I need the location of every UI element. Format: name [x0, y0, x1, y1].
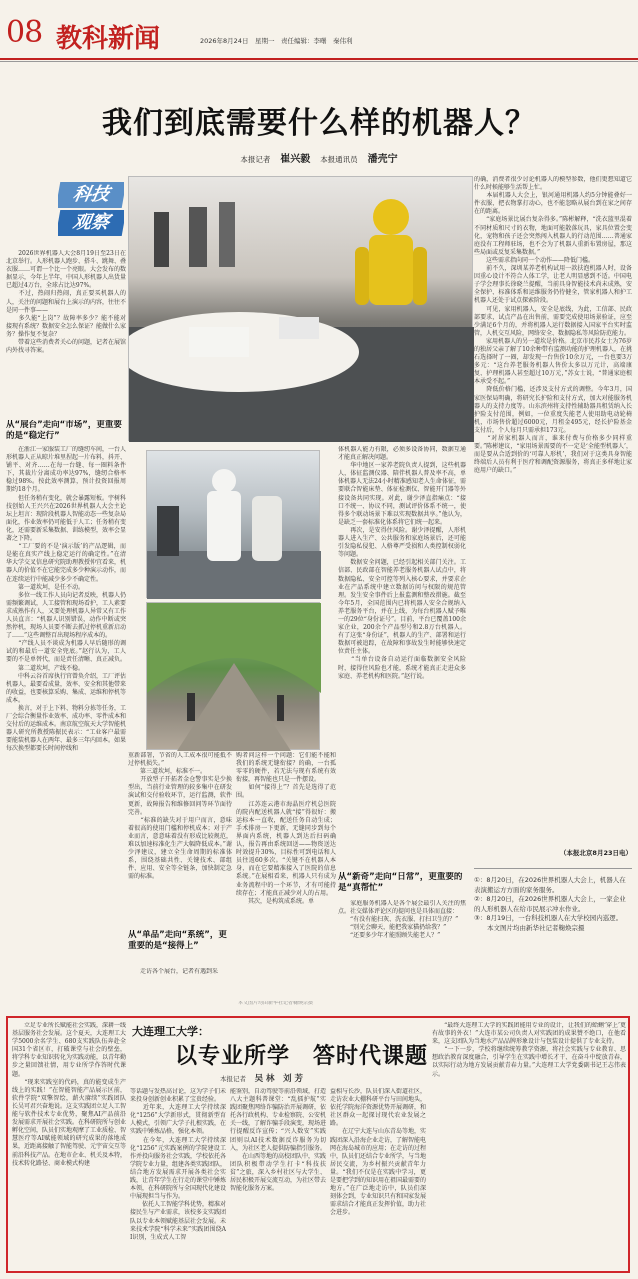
col2-body: 重新部署，节省的人工成本很可能抵不过停机损失。” 第三道坎坷，标准不一。 开放型子开拓者金仓警事实是少换型出，当前行业管理的较多集中在研发演试和交付验收环节，运行监测，软件更新，故障报告和维修回问等环节面待完善。 “标准的缺失对于用户而言，意味着很高的使用门槛和停机成本；对于产业而言，意意味着没有形成比较规范，难以加速标准化生产大幅降低成本。”谢少泽建议，建立全生命周期的标准体系，围绕基础共性、关键技术、部组件、应用、安全等全链条，加快制定急需的标准。	[128, 752, 232, 881]
masthead-rule-thin	[0, 61, 638, 62]
notes-divider	[474, 868, 632, 869]
badge-bottom: 观察	[58, 210, 124, 236]
photo-caption-1: ①	[474, 1000, 475, 1001]
column-badge	[58, 182, 124, 238]
byline	[0, 150, 638, 165]
col4-body2: 家庭服务机器人是各个展会最引人关注的焦点。社交媒体评论区的提问也是具体而直接： “有没有能扫灰、洗衣服、打扫卫生的？” “别光会聊天，能把我家猫扔给我？” “还要多少年才能照顾失能老人？”	[338, 900, 466, 940]
photo-robot-campus	[146, 602, 320, 750]
section-name: 教科新闻	[56, 24, 161, 54]
col4-subheading: 从“新奇”走向“日常”，更重要的是“真帮忙”	[338, 872, 463, 893]
photo-robot-demo	[146, 450, 320, 598]
headline: 我们到底需要什么样的机器人？	[102, 106, 536, 141]
dateline-footer: （本报北京8月23日电）	[559, 849, 632, 857]
sidebar-col4: 益相与长沙，队员们深入街道社区，走访农业大棚科研平台与田间地头，依托学院海洋资源优势开展调研，和社区群众一起探讨现代农业发展之路。 在辽宁大连与山东青岛等地，实践团深入沿海企业走访，了解智能电网在海岛城市的应用；在走访的过程中，队员们还结合专业所学，与当地居民交流，为乡村振兴贡献青年力量。“我们不仅是在实践中学习，更是要把学到的知识用在祖国最需要的地方。”在广泛地走访中，队员们深刻体会到，专业知识只有和国家发展需求结合才能真正发挥价值，助力社会进步。	[330, 1088, 426, 1217]
reporter-name: 崔兴毅	[280, 154, 311, 165]
sidebar-kicker: 大连理工大学：	[132, 1025, 209, 1038]
sidebar-byline	[220, 1072, 303, 1084]
sidebar-reporter: 吴 林 刘 芳	[254, 1074, 303, 1084]
photo-notes: ①：8月20日，在2026世界机器人大会上，机器人在表演搬运方方面的家务服务。 ②：8月20日，在2026世界机器人大会上，一家企业的人形机器人在给市民展示冲水作业。 ③：8月19日，一台科技机器人在大学校园内巡逻。 本文图片均由新华社记者鞠焕宗摄	[474, 876, 626, 932]
col2-body2: 走访各个展台，记者有遇到采	[128, 968, 219, 975]
dateline: 2026年8月24日 星期一 责任编辑：李曙 秦伟利	[200, 37, 353, 45]
photo-caption-2: ②	[475, 1000, 476, 1001]
photo-credit: 本文图片均由新华社记者鞠焕宗摄	[238, 1001, 314, 1006]
col5-body: 的确，消费者很少讨论机器人的模型参数，他们更想知道它什么时候能够生活帮上忙。 本届机器人大会上，银河通用机器人约5分钟能叠好一件衣服，把衣物掌打动心，也不能忽略从展台到在家之间存在的距离。 “家庭场景比展台复杂得多。”陈彬解释，“洗衣篮里混着不同材质和尺寸的衣物，地面可能散落玩具，家具位置会变化，宠物和孩子还会突然闯入机器人的行动范围……普通家庭没有工程师驻场，也不会为了机器人重新布置房屋，那这些局面或反复采集数据。” 这些需求指向同一个动作——降低门槛。 前不久，深圳某养老机构试用一款扶泡机器人时，设备因重心设计不符合人体工学，让老人明显感到不适。中国电子学会理事长徐晓兰提醒，当前具身智能技术尚未成熟，安全保护、标准体系和运维服务仍待健全，管家机器人和护工机器人还处于试点探索阶段。 可见，家用机器人，安全是底线，为此，工信部、民政部要求，试点产品在出售前，需要完成使用场景验证，应至少满足6个月的，并将机器人运行数据接入国家平台实时监管，人机交互风险，网络安全、数据隐私等风险防范能力。 家用机器人的另一道坎是价格。北京市民苏女士为76岁的独居父亲了解了10余种带有监测功能的护理机器人，在挑石选择时了一圈，却发现一台售价10余万元，一台也要3万多元：“这台养老服务机器人售价太多以万元计，高端康复、护理机器人甚至超过10万元，”苏女士说，“普通家庭根本承受不起。” 降低价格门槛，还涉及支付方式的调整。今年3月，国家医保局明确，将研究长护险和支付方式，加大对能服务机器人的支持力度等。山东滨州将支持性辅助器具租赁纳入长护险支付范围，例如，一位重度失能老人使用助电动轮椅机，市场售价超过6000元，月租金495元，经长护险基金支付后，个人每月只需承担173元。 “对居家机器人而言，谁来付费与价格多少同样重要。”陈彬建议，“家用场景需要的不一定是‘全能型机器人’，而是要从合适到价的‘可靠人形机’，我们对于这类具身智能终端后人员有利于医疗和调配资源服务，将真正多样地让家庭用户的缺口。”	[474, 176, 632, 475]
photo-caption-3: ③	[476, 1000, 477, 1001]
col4-body: 体机器人能力有限，必须多设备协同，数据互通才能真正解决问题。 华中地区一家养老院负责人提到，这些机器人，体征监测仪器、陪伴机器人普及率不高，单体机器人无法24小时精准感知老人生命体征，需要联合智能床垫、体征检测仪、智能开门器等外接设备共同实现。对此，谢少泽直指痛点：“接口不统一、协议不同，测试评价体系不统一，使得多个联动场景下难以实现数据共享。”他认为，是缺乏一套标准化体系将它们统一起来。 再次，是安得住风险。谢少泽提醒，人形机器人进入生产、公共服务和家庭场景后，还可能引发隐私侵犯、人格尊严受损和人类控制权弱化等问题。 数据安全问题，已经引起相关部门关注。工信部、民政部在智能养老服务机器人试点中，将数据隐私、安全可控等列入核心要求，并要求企业在产品系统中建立数据访问与权限的规范管理。发生安全事件后上报监测和整改措施。截至今年5月，全国范围内已将机器人安全合规纳入养老服务平台，并在上线，为每台机器人赋予唯一的29位“身份证号”。目前，平台已覆盖100余家企业，200余个产品型号和2.8万台机器人。有了这张“身份证”，机器人的生产、部署和运行数据可被追踪，在故障和事故发生时能够快速定位责任主体。 “当单台设备自动运行面临数据安全风险时，接得住风险也才能，系统才能真正走进众多家庭、养老机构和医院。”赵行说。	[338, 446, 466, 680]
photo-robot-laundry-illustration	[129, 177, 474, 442]
sidebar-col2: 等话题与发热高讨论，这为学子们未来投身创新创业积累了宝贵经验。 近年来，大连理工大学持续深化“1256”大学新形式，贯彻新型育人模式，引领广大学子扎根实践，在实践中锤炼品格，强化本领。 在今年，大连理工大学持续深化“1256”元实践案例的学院建设工作并投向服务社会实践，学校依托各学院专业力量，组建各类实践团队，结合地方发展需求开展各类社会实践，让青年学生在行走的课堂中锤炼本领，在科研院所与全国现代化建设中展现担当与作为。 依托人工智能学科优势，精准对接民生与产业需求，该校多支实践团队以专业本领赋能基层社会发展。未来技术学院“科学未来”实践团围绕AI识别，生成式人工智	[130, 1088, 226, 1241]
photo-robot-demo-illustration	[147, 451, 321, 599]
col1-subheading: 从“展台”走向“市场”，更重要的是“稳定行”	[6, 420, 122, 441]
sidebar-col5: “最终大连理工大学的实践团能用专业的设计，让我们的蛤蜊‘穿上’更有故事的外衣！”大连市某公司负责人对实践团的成果赞不绝口，在他看来，这支团队为当地水产品品牌形象设计与包装设计提供了专业支持。 “一下一步，学校将继续统筹教学资源，将社会实践与专业教育、思想政治教育深度融合，引导学生在实践中增长才干、在奋斗中绽放青春，以实际行动为地方发展贡献青春力量。”大连理工大学党委副书记王志伟表示。	[432, 1022, 626, 1078]
sidebar-headline: 以专业所学 答时代课题	[175, 1043, 429, 1069]
badge-top: 科技	[58, 182, 124, 208]
sidebar-col3: 能鉴别，自动驾驶等前沿领域，打造八大主题科普课堂：“乱擂护航”实践团聚焦网络诈骗防治开展调研，依托各行政机构、专业检察院、公安机关一线，了解诈骗手段演变，现场进行提醒反诈宣传；“兴人数安”实践团则以AI技术数据反诈服务为切入，为社区老人提供防骗指引服务。 在山西等地的高校团队中，实践团队积极带动学生打卡“科技扶贫”之旅，深入乡村社区与大学生、居民积极开展交流互动，为社区带去智能化服务方案。	[230, 1088, 326, 1193]
page-number: 08	[6, 15, 43, 50]
sidebar-left-col: 立足专业所长赋能社会实践，深耕一线基层服务社会发展。这个夏天，大连理工大学5000余名学生、680支实践队伍奔赴全国31个省区市，打破课堂与社会的壁垒，将学科专业知识转化为实践动能，以青年勤步之量回馈社情，用专业所学作答时代课题。 “现来实践室的代码，真的能变成生产线上的实践！”在智能智能产品展示区前，软件学院“双擎智绘，薪火赓续”实践团队长吴可君兴奋地说。这支实践团立足人工智能与软件技术专业优势，聚焦AI产品前沿发展需求开展社会实践。在科研院所与创业孵化空间，队员们实地观摩了工业质检、智慧医疗等AI赋能领域的研究成果的落地成果，近距离接触了智能驾驶、元宇宙交互等前沿科技产品。在地市企业、机关及本特，技术转化路径、商业模式构建	[12, 1022, 126, 1167]
photo-robot-campus-illustration	[147, 603, 321, 751]
photo-robot-laundry	[128, 176, 473, 441]
byline-label-correspondent: 本报通讯员	[320, 155, 358, 164]
correspondent-name: 潘壳宁	[367, 154, 398, 165]
col1-body: 在浙江一家服装工厂的缝纫车间，一台人形机器人正从晾片堆里捏起一片布料，抖开、铺平、对齐……在每一台缝、每一圈料条件下，其裁片分离成功率达97%，缝纫合格率稳过98%。按此效率测算，预计投资回报周期约18个月。 但任务稍有变化，就会暴露短板。宇树科技创始人王兴兴在2026世界机器人大会主论坛上坦言：现阶段机器人智能动态一些复杂局面化，作业效率仍可能低于人工；任务稍有变化，还需要新采集数据、训练模型，效率会显著之下降。 “工厂要的不是‘演示版’的产品逻辑，而是能在真实产线上稳定运行的确定性。”在清华大学交叉信息研究院助理教授仲宜看来，机器人的价值不在它能完成多少种演示动作，而在连续运行中能减少多少不确定性。 第一道坎坷，是任不动。 多位一线工作人员向记者反映，机器人仍需频繁调试，人工接管和现场看护，工人素要求成熟作有人，又要处理机器人异常又有工作人员直言：“机器人识别错误，动作中断或突然停机，现场人员要不断去抓过停机重新启动了……”这些调整百出现场程序成本的。 “产线人员不谈成为机器人早后随形的调试的和最后一道安全兜底。”赵行认为，工人要的不是单替代，而是责任清晰、真正减负。 第二道坎坷，产线不稳。 中科云谷首席执行官曾奂介绍，工厂评估机器人，最要看成量，效率、安全和其他带来的收益，也要核算采购、集成、运维和停机等成本。 换言，对于上下料、物料分拣等任务，工厂会综合衡量作业效率、成功率、零件成本和交付后的运维成本。南京航空航天大学智能机器人研究所教授陈振民表示：“工业客户最需要能装机器人在两年、最多三年内回本。如果每次换型都要长时间停线和	[6, 446, 126, 753]
byline-label-reporter: 本报记者	[240, 155, 271, 164]
col3-body: 购者问这样一个问题：它们能不能和我们的系统无缝衔接？的确，一台孤零零的硬件，若无法与现有系统有效衔接，再智能也只是一件摆设。 如何“接得上”？首先是选得了范围。 江苏连云港市海晶医疗机总医院的院内配送机器人就“接”得很好：搬运标本一直收，配送任务自动生成；手术排房一下更新，无缝同步到每个界面内系统，机器人到达后扫码确认，报告再由系统回送——物资送达时效提升30%，目标性可到电话和人员往返60多次。“关键不在机器人本身，而在它要精准接入了医院的信息系统。”在展相看来，机器人只有成为业务流程中的一个环节，才有可能持续存在；才能真正减少对人的占用。 其次，是构筑成系统。单	[236, 752, 336, 905]
sidebar-byline-label: 本报记者	[220, 1075, 246, 1083]
masthead-rule	[0, 58, 638, 60]
col2-subheading: 从“单品”走向“系统”，更重要的是“接得上”	[128, 930, 227, 951]
col1-intro: 2026世界机器人大会8月19日至23日在北京举行。人形机器人跑步、搭斗、跳舞、叠衣服……可谓一个比一个亮眼。大会发布的数据显示，今年上半年，中国人形机器人出货量已超过4万台，全球占比达97%。 不过，热闹归热闹，真正要买机器人的人，关注的问题和展台上演示的内容，往往不是同一件事—— 多久能“上岗”？故障率多少？能不能对接现有系统？数据安全怎么保证？能做什么家务？操作复不复杂？ 带着这些消费者关心的问题，记者在展馆内外找寻答案。	[6, 250, 126, 355]
